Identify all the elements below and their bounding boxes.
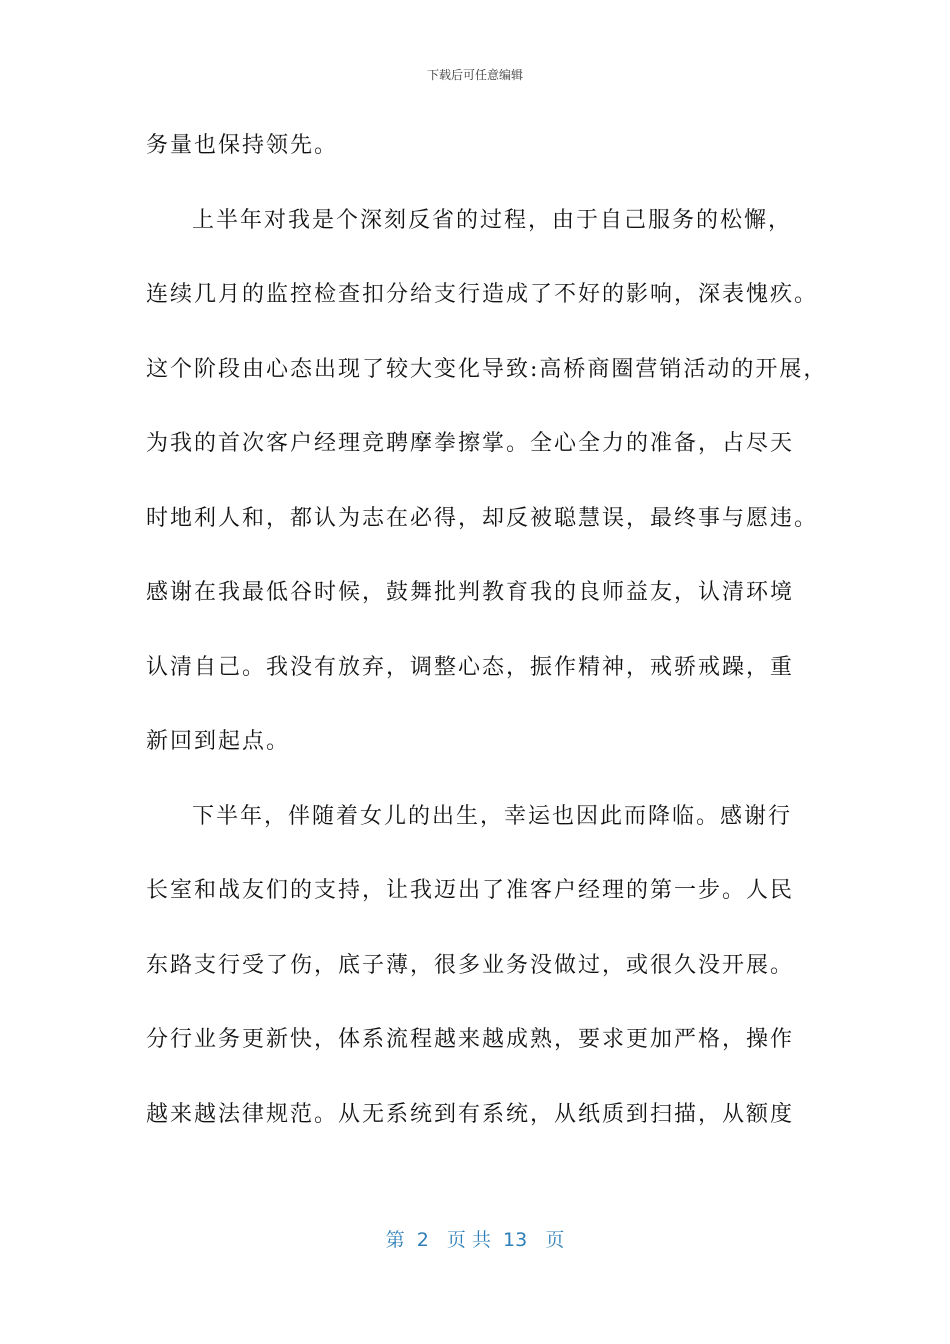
body-line-13: 分行业务更新快，体系流程越来越成熟，要求更加严格，操作 [146, 1027, 795, 1052]
page-number-footer: 第 2 页 共 13 页 [385, 1229, 565, 1251]
body-line-14: 越来越法律规范。从无系统到有系统，从纸质到扫描，从额度 [146, 1101, 795, 1127]
body-line-2: 上半年对我是个深刻反省的过程，由于自己服务的松懈， [192, 207, 793, 233]
body-line-12: 东路支行受了伤，底子薄，很多业务没做过，或很久没开展。 [146, 952, 795, 978]
document-body [146, 128, 826, 1171]
body-line-1: 务量也保持领先。 [146, 133, 339, 158]
body-line-8: 认清自己。我没有放弃，调整心态，振作精神，戒骄戒躁，重 [146, 654, 795, 680]
body-line-3: 连续几月的监控检查扣分给支行造成了不好的影响，深表愧疚。 [146, 282, 819, 307]
body-line-9: 新回到起点。 [146, 729, 291, 754]
body-line-11: 长室和战友们的支持，让我迈出了准客户经理的第一步。人民 [146, 878, 795, 903]
page-header: 下载后可任意编辑 [426, 68, 523, 82]
body-line-5: 为我的首次客户经理竞聘摩拳擦掌。全心全力的准备，占尽天 [146, 431, 795, 456]
body-line-10: 下半年，伴随着女儿的出生，幸运也因此而降临。感谢行 [192, 803, 793, 829]
body-line-6: 时地利人和，都认为志在必得，却反被聪慧误，最终事与愿违。 [146, 505, 819, 531]
body-line-7: 感谢在我最低谷时候，鼓舞批判教育我的良师益友，认清环境 [146, 580, 795, 605]
body-line-4: 这个阶段由心态出现了较大变化导致:高桥商圈营销活动的开展， [146, 356, 828, 382]
